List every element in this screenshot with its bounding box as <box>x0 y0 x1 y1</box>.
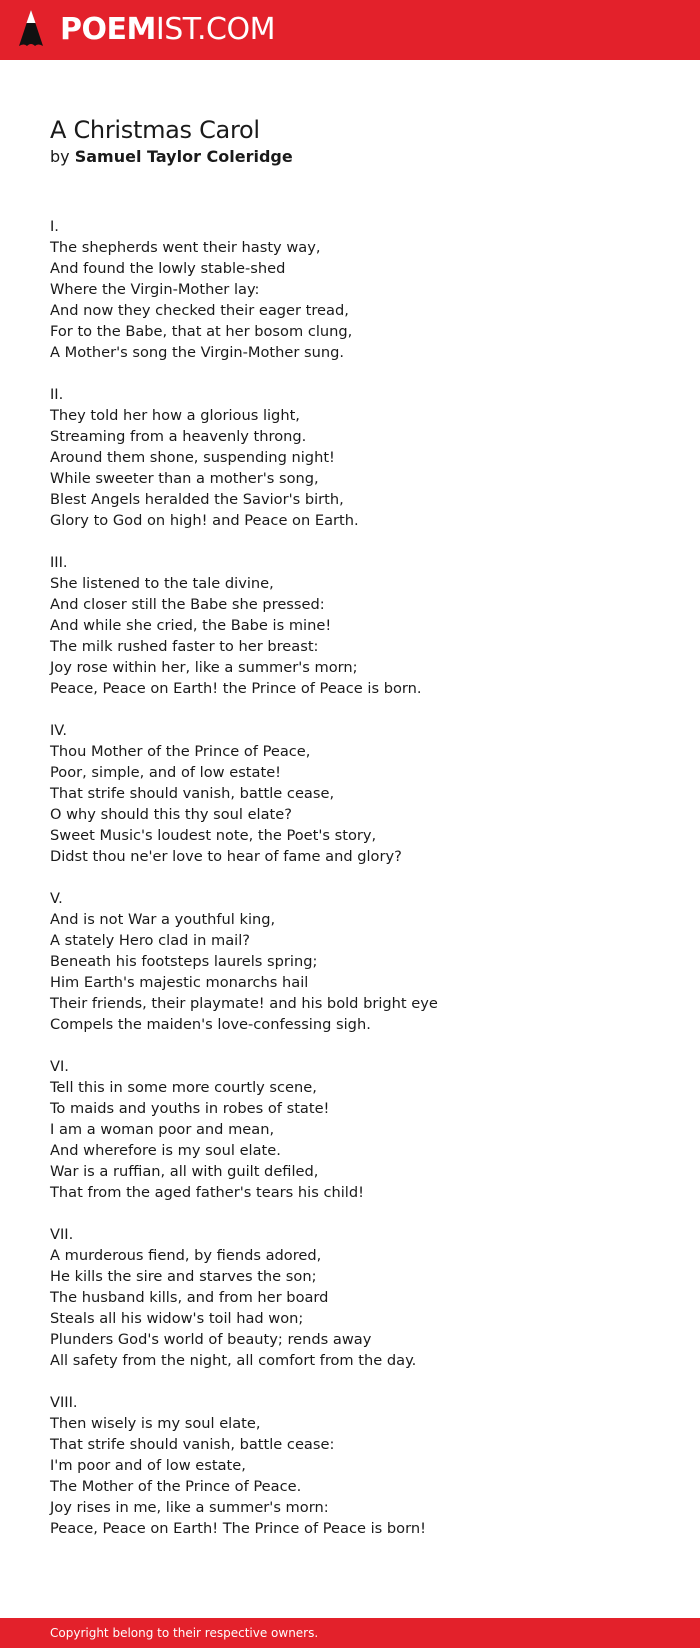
stanza-numeral: VII. <box>50 1226 74 1243</box>
poem-line: He kills the sire and starves the son; <box>50 1268 317 1285</box>
logo-text-light: IST.COM <box>155 12 275 47</box>
poem-stanza <box>50 1224 650 1371</box>
poem-content <box>50 114 650 1560</box>
poem-line: To maids and youths in robes of state! <box>50 1100 330 1117</box>
poem-line: Peace, Peace on Earth! the Prince of Peace is born. <box>50 680 422 697</box>
poem-line: While sweeter than a mother's song, <box>50 470 319 487</box>
poem-line: That strife should vanish, battle cease, <box>50 785 335 802</box>
site-footer <box>0 1618 700 1648</box>
poem-body <box>50 216 650 1539</box>
site-logo-link[interactable] <box>18 8 275 52</box>
stanza-numeral: III. <box>50 554 68 571</box>
poem-line: And now they checked their eager tread, <box>50 302 349 319</box>
poem-line: The shepherds went their hasty way, <box>50 239 321 256</box>
poem-line: And while she cried, the Babe is mine! <box>50 617 332 634</box>
poem-line: And is not War a youthful king, <box>50 911 276 928</box>
by-label: by <box>50 147 70 166</box>
poem-author[interactable]: Samuel Taylor Coleridge <box>74 147 293 166</box>
poem-line: The milk rushed faster to her breast: <box>50 638 319 655</box>
poem-line: Their friends, their playmate! and his bold bright eye <box>50 995 438 1012</box>
poem-stanza <box>50 888 650 1035</box>
poem-line: Didst thou ne'er love to hear of fame and glory? <box>50 848 402 865</box>
poem-line: All safety from the night, all comfort from the day. <box>50 1352 417 1369</box>
stanza-numeral: VIII. <box>50 1394 78 1411</box>
poem-line: Plunders God's world of beauty; rends away <box>50 1331 372 1348</box>
poem-line: Thou Mother of the Prince of Peace, <box>50 743 311 760</box>
poem-line: Glory to God on high! and Peace on Earth. <box>50 512 359 529</box>
poem-line: Around them shone, suspending night! <box>50 449 335 466</box>
poem-stanza <box>50 1056 650 1203</box>
poem-line: Compels the maiden's love-confessing sigh. <box>50 1016 371 1033</box>
copyright-text: Copyright belong to their respective owners. <box>50 1626 319 1640</box>
poem-stanza <box>50 720 650 867</box>
poem-line: They told her how a glorious light, <box>50 407 300 424</box>
poem-line: And closer still the Babe she pressed: <box>50 596 325 613</box>
poem-line: And found the lowly stable-shed <box>50 260 286 277</box>
poem-line: Streaming from a heavenly throng. <box>50 428 307 445</box>
site-logo-text <box>60 12 275 47</box>
stanza-numeral: II. <box>50 386 64 403</box>
poem-stanza <box>50 552 650 699</box>
poem-line: For to the Babe, that at her bosom clung, <box>50 323 353 340</box>
poem-byline <box>50 146 650 168</box>
poem-line: Him Earth's majestic monarchs hail <box>50 974 309 991</box>
poem-line: War is a ruffian, all with guilt defiled, <box>50 1163 319 1180</box>
poem-line: A stately Hero clad in mail? <box>50 932 251 949</box>
poem-line: Joy rises in me, like a summer's morn: <box>50 1499 329 1516</box>
poem-line: That strife should vanish, battle cease: <box>50 1436 335 1453</box>
stanza-numeral: VI. <box>50 1058 69 1075</box>
pencil-tip-icon <box>18 9 44 51</box>
stanza-numeral: IV. <box>50 722 68 739</box>
poem-line: The Mother of the Prince of Peace. <box>50 1478 302 1495</box>
poem-line: She listened to the tale divine, <box>50 575 274 592</box>
poem-stanza <box>50 216 650 363</box>
poem-line: Blest Angels heralded the Savior's birth, <box>50 491 344 508</box>
poem-line: I am a woman poor and mean, <box>50 1121 275 1138</box>
poem-line: That from the aged father's tears his child! <box>50 1184 364 1201</box>
poem-line: Steals all his widow's toil had won; <box>50 1310 304 1327</box>
poem-line: A murderous fiend, by fiends adored, <box>50 1247 322 1264</box>
stanza-numeral: V. <box>50 890 63 907</box>
poem-line: Joy rose within her, like a summer's morn; <box>50 659 358 676</box>
poem-line: Poor, simple, and of low estate! <box>50 764 282 781</box>
logo-text-bold: POEM <box>60 12 156 47</box>
poem-line: Where the Virgin-Mother lay: <box>50 281 260 298</box>
poem-line: And wherefore is my soul elate. <box>50 1142 281 1159</box>
poem-line: I'm poor and of low estate, <box>50 1457 246 1474</box>
site-header <box>0 0 700 60</box>
poem-line: Then wisely is my soul elate, <box>50 1415 261 1432</box>
poem-line: Peace, Peace on Earth! The Prince of Peace is born! <box>50 1520 426 1537</box>
poem-stanza <box>50 384 650 531</box>
poem-line: The husband kills, and from her board <box>50 1289 329 1306</box>
poem-stanza <box>50 1392 650 1539</box>
poem-line: A Mother's song the Virgin-Mother sung. <box>50 344 345 361</box>
poem-line: Sweet Music's loudest note, the Poet's story, <box>50 827 377 844</box>
poem-title: A Christmas Carol <box>50 116 260 144</box>
poem-line: O why should this thy soul elate? <box>50 806 292 823</box>
poem-line: Beneath his footsteps laurels spring; <box>50 953 318 970</box>
stanza-numeral: I. <box>50 218 59 235</box>
poem-line: Tell this in some more courtly scene, <box>50 1079 317 1096</box>
